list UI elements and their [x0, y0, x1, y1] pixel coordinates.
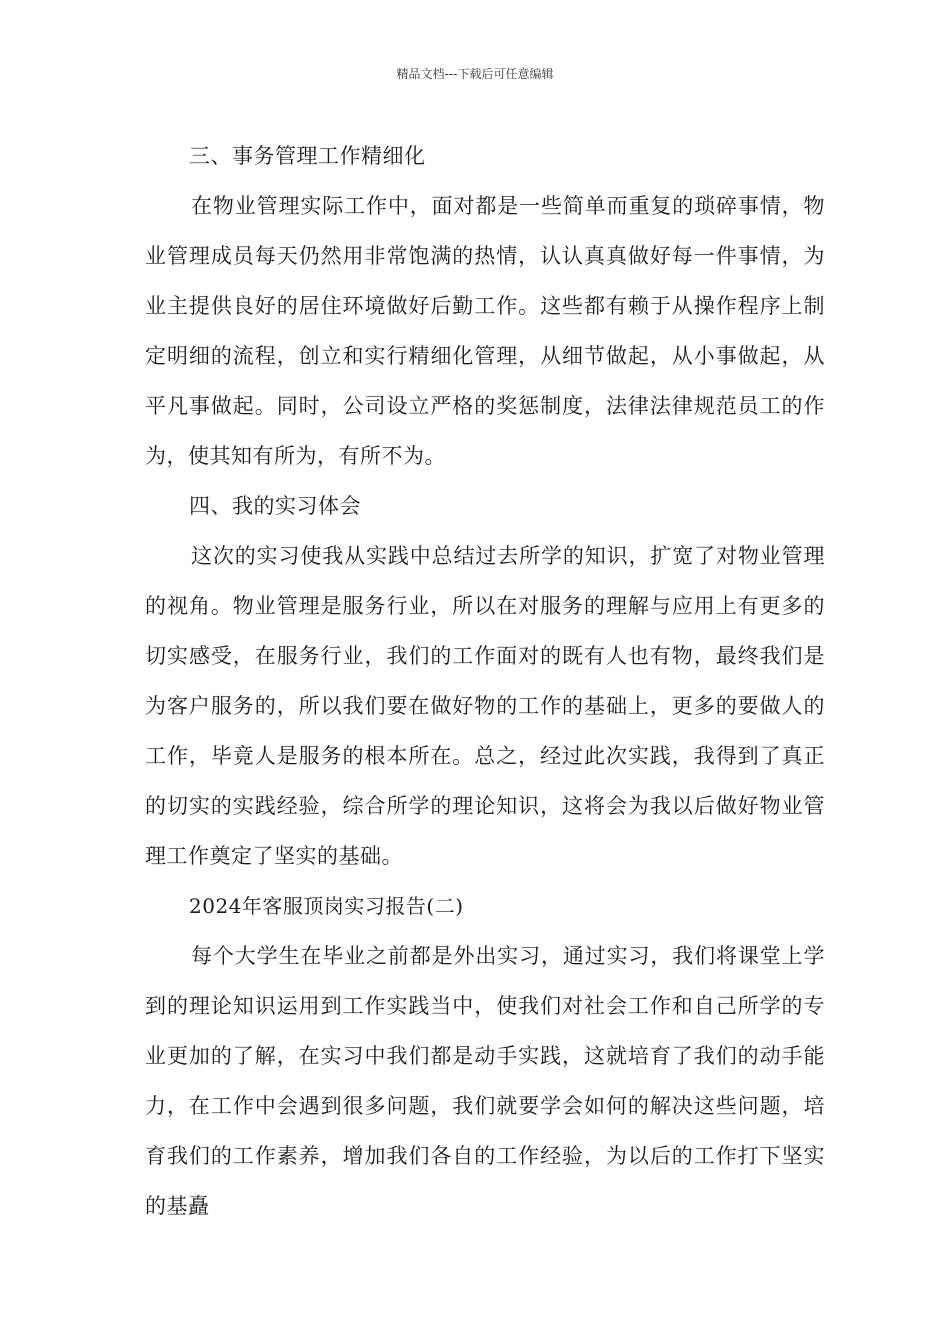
- paragraph-management: 在物业管理实际工作中，面对都是一些简单而重复的琐碎事情，物业管理成员每天仍然用非常饱满的热情，认认真真做好每一件事情，为业主提供良好的居住环境做好后勤工作。这些都有赖于从操作程序上制定明细的流程，创立和实行精细化管理，从细节做起，从小事做起，从平凡事做起。同时，公司设立严格的奖惩制度，法律法律规范员工的作为，使其知有所为，有所不为。: [145, 194, 825, 468]
- report-title: 2024年客服顶岗实习报告(二): [189, 894, 464, 918]
- document-body: [145, 131, 825, 1231]
- paragraph-experience: 这次的实习使我从实践中总结过去所学的知识，扩宽了对物业管理的视角。物业管理是服务行业，所以在对服务的理解与应用上有更多的切实感受，在服务行业，我们的工作面对的既有人也有物，最终我们是为客户服务的，所以我们要在做好物的工作的基础上，更多的要做人的工作，毕竟人是服务的根本所在。总之，经过此次实践，我得到了真正的切实的实践经验，综合所学的理论知识，这将会为我以后做好物业管理工作奠定了坚实的基础。: [145, 544, 825, 868]
- page-header: 精品文档---下载后可任意编辑: [396, 67, 554, 81]
- paragraph-report-intro: 每个大学生在毕业之前都是外出实习，通过实习，我们将课堂上学到的理论知识运用到工作实践当中，使我们对社会工作和自己所学的专业更加的了解，在实习中我们都是动手实践，这就培育了我们的动手能力，在工作中会遇到很多问题，我们就要学会如何的解决这些问题，培育我们的工作素养，增加我们各自的工作经验，为以后的工作打下坚实的基矗: [145, 944, 825, 1218]
- section-heading-management: 三、事务管理工作精细化: [189, 144, 426, 168]
- section-heading-experience: 四、我的实习体会: [189, 494, 361, 518]
